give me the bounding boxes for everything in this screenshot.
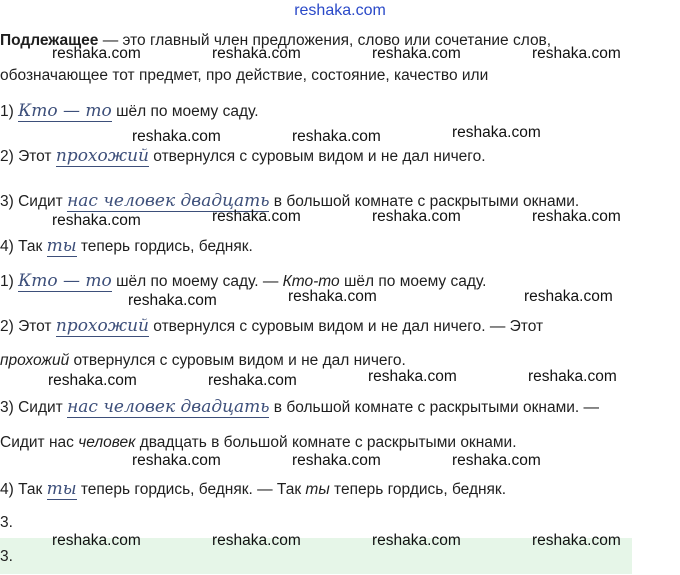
watermark: reshaka.com [52,212,141,229]
answer-text: отвернулся с суровым видом и не дал ничего. [69,352,406,369]
watermark: reshaka.com [128,292,217,309]
handwritten-subject: прохожий [55,316,149,336]
watermark: reshaka.com [132,452,221,469]
footer-item: 3. [0,548,13,565]
answer-number: 2) Этот [0,318,52,335]
handwritten-subject: ты [46,236,77,256]
watermark: reshaka.com [524,288,613,305]
answer-2-continued [0,352,406,370]
watermark: reshaka.com [292,128,381,145]
watermark: reshaka.com [212,45,301,62]
watermark: reshaka.com [372,532,461,549]
handwritten-subject: нас человек двадцать [67,191,270,211]
handwritten-subject: нас человек двадцать [67,397,270,417]
intro-term: Подлежащее [0,32,99,49]
answer-italic: Кто-то [282,273,340,290]
example-text: шёл по моему саду. [111,103,259,120]
example-number: 4) Так [0,238,43,255]
answer-text: теперь гордись, бедняк. — Так [76,481,306,498]
watermark: reshaka.com [292,452,381,469]
example-1 [0,101,259,121]
example-number: 3) Сидит [0,193,63,210]
answer-text: шёл по моему саду. — [111,273,283,290]
watermark: reshaka.com [372,45,461,62]
handwritten-subject: Кто — то [18,101,112,121]
watermark: reshaka.com [452,452,541,469]
watermark: reshaka.com [368,368,457,385]
answer-text: Сидит нас [0,434,79,451]
answer-italic: человек [78,434,136,451]
answer-3-continued [0,434,517,452]
example-2 [0,146,486,166]
watermark: reshaka.com [132,128,221,145]
watermark: reshaka.com [212,208,301,225]
watermark: reshaka.com [52,532,141,549]
handwritten-subject: ты [46,479,77,499]
example-text: теперь гордись, бедняк. [76,238,253,255]
intro-text-1: — это главный член предложения, слово или сочетание слов, [98,32,552,49]
watermark: reshaka.com [208,372,297,389]
answer-text: теперь гордись, бедняк. [329,481,507,498]
answer-number: 1) [0,273,14,290]
answer-text: в большой комнате с раскрытыми окнами. — [269,399,600,416]
watermark: reshaka.com [452,124,541,141]
watermark: reshaka.com [48,372,137,389]
site-title[interactable]: reshaka.com [294,2,386,19]
watermark: reshaka.com [372,208,461,225]
answer-text: шёл по моему саду. [339,273,487,290]
answer-text: двадцать в большой комнате с раскрытыми окнами. [135,434,517,451]
watermark: reshaka.com [532,45,621,62]
handwritten-subject: Кто — то [18,271,112,291]
footer-item: 3. [0,514,13,531]
example-4 [0,236,253,256]
answer-italic: ты [305,481,330,498]
answer-4 [0,479,506,499]
watermark: reshaka.com [532,532,621,549]
handwritten-subject: прохожий [55,146,149,166]
watermark: reshaka.com [532,208,621,225]
example-text: отвернулся с суровым видом и не дал ничего. [148,148,486,165]
answer-2 [0,316,543,336]
example-number: 2) Этот [0,148,52,165]
answer-number: 3) Сидит [0,399,63,416]
answer-italic: прохожий [0,352,70,369]
watermark: reshaka.com [528,368,617,385]
answer-3 [0,397,599,417]
answer-1 [0,271,486,291]
watermark: reshaka.com [288,288,377,305]
answer-number: 4) Так [0,481,43,498]
watermark: reshaka.com [52,45,141,62]
example-text: в большой комнате с раскрытыми окнами. [269,193,580,210]
example-number: 1) [0,103,14,120]
answer-text: отвернулся с суровым видом и не дал ничего. — Этот [148,318,544,335]
intro-line-2: обозначающее тот предмет, про действие, состояние, качество или [0,67,489,84]
watermark: reshaka.com [212,532,301,549]
